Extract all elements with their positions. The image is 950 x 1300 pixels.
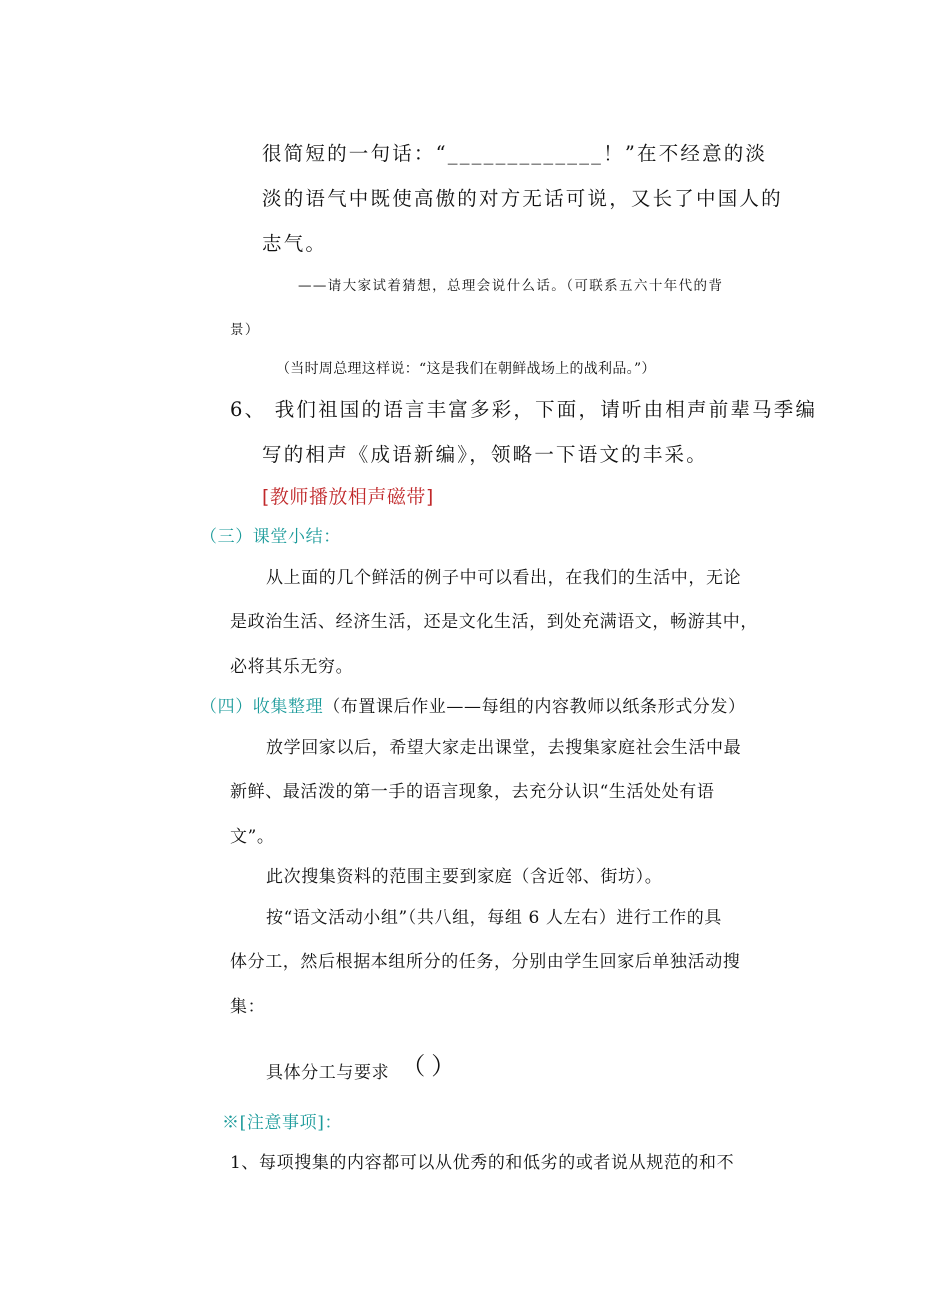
paragraph-line: 必将其乐无穷。 [230, 657, 354, 677]
paragraph-line: 是政治生活、经济生活，还是文化生活，到处充满语文，畅游其中， [230, 612, 758, 632]
item-6-line: 6、 我们祖国的语言丰富多彩，下面，请听由相声前辈马季编 [230, 398, 818, 421]
item-6-line: 写的相声《成语新编》，领略一下语文的丰采。 [262, 443, 708, 466]
assignment-blank: （） [401, 1052, 462, 1080]
paragraph-line: 文”。 [230, 827, 275, 847]
paragraph-line: 淡的语气中既使高傲的对方无话可说，又长了中国人的 [262, 187, 783, 210]
paragraph-line: 集： [230, 997, 266, 1017]
teacher-instruction: [教师播放相声磁带] [262, 486, 434, 508]
answer-note: （当时周总理这样说：“这是我们在朝鲜战场上的战利品。”） [276, 361, 656, 377]
section-heading-collect-title: （四）收集整理 [200, 697, 324, 717]
notes-heading: ※[注意事项]： [222, 1113, 343, 1133]
paragraph-line: 此次搜集资料的范围主要到家庭（含近邻、街坊）。 [266, 867, 663, 887]
prompt-line: ——请大家试着猜想，总理会说什么话。（可联系五六十年代的背 [298, 278, 724, 294]
paragraph-line: 体分工，然后根据本组所分的任务，分别由学生回家后单独活动搜 [230, 952, 741, 972]
section-heading-collect-note: （布置课后作业——每组的内容教师以纸条形式分发） [323, 697, 746, 717]
section-heading-summary: （三）课堂小结： [200, 527, 341, 547]
assignment-label: 具体分工与要求 [266, 1063, 390, 1083]
paragraph-line: 新鲜、最活泼的第一手的语言现象，去充分认识“生活处处有语 [230, 782, 715, 802]
section-heading-collect [200, 692, 746, 717]
paragraph-line: 按“语文活动小组”（共八组，每组 6 人左右）进行工作的具 [266, 908, 722, 928]
prompt-line: 景） [230, 322, 260, 338]
paragraph-line: 从上面的几个鲜活的例子中可以看出，在我们的生活中，无论 [266, 568, 742, 588]
paragraph-line: 志气。 [262, 232, 328, 255]
paragraph-line: 放学回家以后，希望大家走出课堂，去搜集家庭社会生活中最 [266, 738, 742, 758]
paragraph-line: 很简短的一句话：“_____________！”在不经意的淡 [262, 142, 768, 165]
paragraph-line: 1、每项搜集的内容都可以从优秀的和低劣的或者说从规范的和不 [230, 1153, 735, 1173]
assignment-line [266, 1050, 461, 1085]
